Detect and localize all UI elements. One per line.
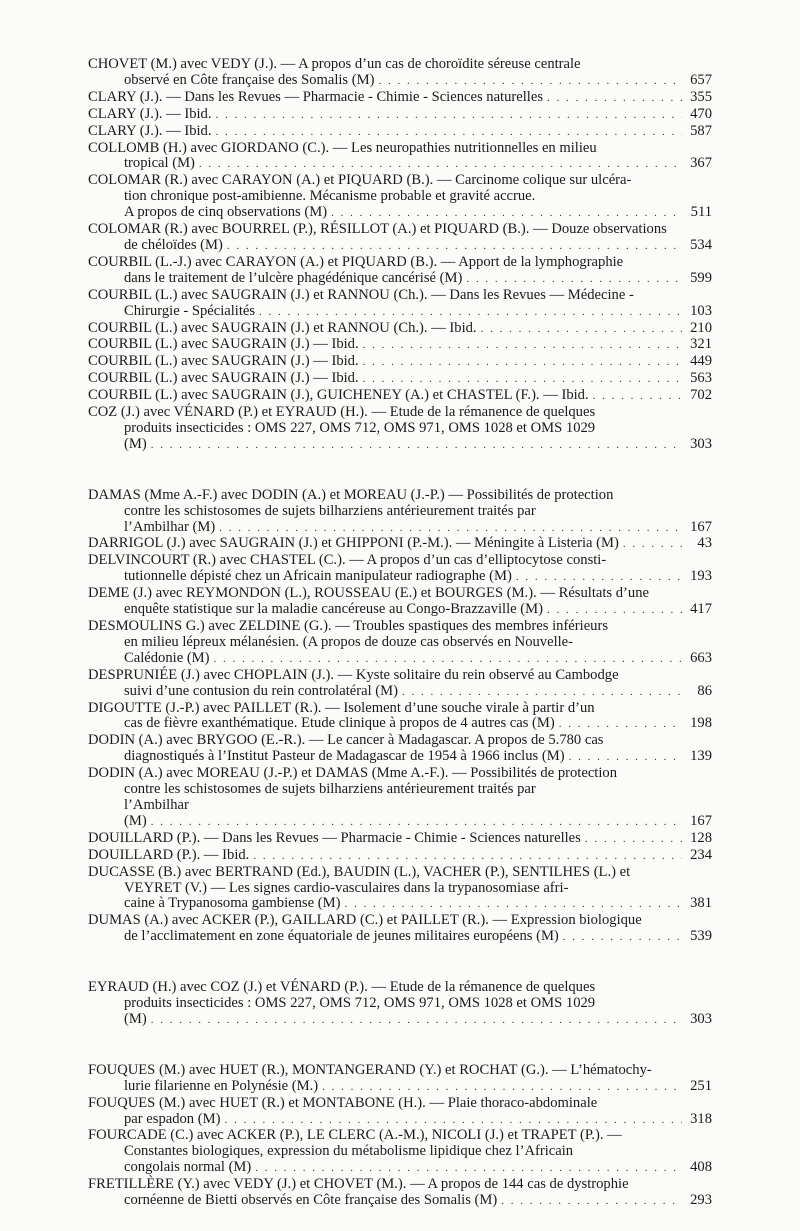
page-number: 599	[690, 269, 712, 286]
page-number: 193	[690, 568, 712, 585]
page-number: 293	[690, 1192, 712, 1209]
leader-dots	[593, 389, 682, 405]
index-entry	[88, 701, 712, 734]
index-entry	[88, 865, 712, 914]
section-gap	[88, 1029, 712, 1063]
entry-tail: congolais normal (M)	[124, 1159, 252, 1176]
entry-tail: enquête statistique sur la maladie cancéreuse au Congo-Brazzaville (M)	[124, 601, 543, 618]
entry-line: DUMAS (A.) avec ACKER (P.), GAILLARD (C.) et PAILLET (R.). — Expression biologique	[88, 912, 642, 929]
page-number: 198	[690, 715, 712, 732]
index-entry	[88, 222, 712, 255]
leader-dots	[466, 272, 682, 288]
entry-tail: tropical (M)	[124, 155, 195, 172]
page-number: 318	[690, 1110, 712, 1127]
entry-line: FOUQUES (M.) avec HUET (R.) et MONTABONE (H.). — Plaie thoraco-abdominale	[88, 1094, 598, 1111]
entry-text: CLARY (J.). — Dans les Revues — Pharmacie - Chimie - Sciences naturelles	[88, 88, 544, 105]
entry-line: FOUQUES (M.) avec HUET (R.), MONTANGERAND (Y.) et ROCHAT (G.). — L’hématochy-	[88, 1061, 652, 1078]
entry-line: DESPRUNIÉE (J.) avec CHOPLAIN (J.). — Kyste solitaire du rein observé au Cambodge	[88, 666, 619, 683]
entry-line: COLLOMB (H.) avec GIORDANO (C.). — Les neuropathies nutritionnelles en milieu	[88, 139, 597, 156]
entry-tail: suivi d’une contusion du rein controlatéral (M)	[124, 682, 398, 699]
index-entry	[88, 1177, 712, 1210]
index-entry	[88, 668, 712, 701]
page-number: 128	[690, 829, 712, 846]
letter-section	[88, 488, 712, 946]
leader-dots	[501, 1194, 682, 1210]
entry-line: DODIN (A.) avec BRYGOO (E.-R.). — Le cancer à Madagascar. A propos de 5.780 cas	[88, 732, 604, 749]
index-entry	[88, 553, 712, 586]
leader-dots	[255, 1161, 682, 1177]
entry-line: contre les schistosomes de sujets bilharziens antérieurement traités par	[124, 502, 536, 519]
entry-tail: cornéenne de Bietti observés en Côte française des Somalis (M)	[124, 1192, 498, 1209]
entry-line: DESMOULINS G.) avec ZELDINE (G.). — Troubles spastiques des membres inférieurs	[88, 618, 609, 634]
leader-dots	[363, 338, 682, 354]
index-entry	[88, 848, 712, 865]
section-gap	[88, 454, 712, 488]
leader-dots	[363, 372, 682, 388]
page-number: 539	[690, 928, 712, 945]
leader-dots	[259, 305, 682, 321]
page-number: 43	[697, 535, 712, 552]
index-entry	[88, 980, 712, 1029]
index-entry	[88, 107, 712, 124]
index-entry	[88, 733, 712, 766]
entry-line: FOURCADE (C.) avec ACKER (P.), LE CLERC (A.-M.), NICOLI (J.) et TRAPET (P.). —	[88, 1127, 622, 1144]
leader-dots	[481, 322, 682, 338]
leader-dots	[623, 537, 682, 553]
entry-tail: de chéloïdes (M)	[124, 236, 223, 253]
entry-line: VEYRET (V.) — Les signes cardio-vasculaires dans la trypanosomiase afri-	[124, 879, 569, 896]
index-entry	[88, 337, 712, 354]
entry-tail: Calédonie (M)	[124, 649, 210, 666]
index-entry	[88, 766, 712, 831]
page-number: 251	[690, 1077, 712, 1094]
entry-tail: dans le traitement de l’ulcère phagédénique cancérisé (M)	[124, 269, 463, 286]
entry-tail: par espadon (M)	[124, 1110, 221, 1127]
index-entry	[88, 405, 712, 454]
entry-line: DODIN (A.) avec MOREAU (J.-P.) et DAMAS (Mme A.-F.). — Possibilités de protection	[88, 765, 618, 782]
entry-line: en milieu lépreux mélanésien. (A propos de douze cas observés en Nouvelle-	[124, 633, 574, 650]
page-number: 470	[690, 105, 712, 122]
entry-line: tion chronique post-amibienne. Mécanisme probable et gravité accrue.	[124, 188, 536, 205]
leader-dots	[585, 832, 682, 848]
index-entry	[88, 57, 712, 90]
leader-dots	[151, 1013, 682, 1029]
entry-line: produits insecticides : OMS 227, OMS 712, OMS 971, OMS 1028 et OMS 1029	[124, 995, 596, 1012]
letter-section	[88, 980, 712, 1029]
index-entry	[88, 321, 712, 338]
page-number: 103	[690, 302, 712, 319]
leader-dots	[569, 750, 682, 766]
entry-line: Constantes biologiques, expression du métabolisme lipidique chez l’Africain	[124, 1143, 574, 1160]
index-entry	[88, 488, 712, 537]
entry-tail: lurie filarienne en Polynésie (M.)	[124, 1077, 319, 1094]
page-number: 702	[690, 387, 712, 404]
page-number: 303	[690, 435, 712, 452]
leader-dots	[224, 1113, 682, 1129]
entry-line: DIGOUTTE (J.-P.) avec PAILLET (R.). — Isolement d’une souche virale à partir d’un	[88, 699, 595, 716]
page-number: 234	[690, 846, 712, 863]
page-number: 86	[697, 682, 712, 699]
entry-text: DARRIGOL (J.) avec SAUGRAIN (J.) et GHIPPONI (P.-M.). — Méningite à Listeria (M)	[88, 535, 619, 552]
entry-tail: (M)	[124, 435, 147, 452]
leader-dots	[402, 685, 682, 701]
entry-line: CHOVET (M.) avec VEDY (J.). — A propos d’un cas de choroïdite séreuse centrale	[88, 56, 581, 72]
entry-tail: (M)	[124, 812, 147, 829]
entry-text: COURBIL (L.) avec SAUGRAIN (J.) — Ibid.	[88, 370, 359, 387]
entry-tail: cas de fièvre exanthématique. Etude clinique à propos de 4 autres cas (M)	[124, 715, 555, 732]
entry-tail: caine à Trypanosoma gambiense (M)	[124, 895, 341, 912]
entry-text: COURBIL (L.) avec SAUGRAIN (J.), GUICHENEY (A.) et CHASTEL (F.). — Ibid.	[88, 387, 589, 404]
entry-text: DOUILLARD (P.). — Ibid.	[88, 846, 250, 863]
entry-text: COURBIL (L.) avec SAUGRAIN (J.) — Ibid.	[88, 353, 359, 370]
entry-line: contre les schistosomes de sujets bilharziens antérieurement traités par	[124, 781, 536, 798]
index-entry	[88, 536, 712, 553]
index-entry	[88, 831, 712, 848]
page-number: 167	[690, 518, 712, 535]
leader-dots	[559, 717, 682, 733]
page-number: 210	[690, 319, 712, 336]
entry-line: FRETILLÈRE (Y.) avec VEDY (J.) et CHOVET (M.). — A propos de 144 cas de dystrophie	[88, 1176, 629, 1193]
index-entry	[88, 1096, 712, 1129]
leader-dots	[253, 849, 682, 865]
page-number: 417	[690, 601, 712, 618]
index-entry	[88, 1128, 712, 1177]
entry-line: produits insecticides : OMS 227, OMS 712, OMS 971, OMS 1028 et OMS 1029	[124, 419, 596, 436]
leader-dots	[216, 108, 682, 124]
entry-line: COURBIL (L.) avec SAUGRAIN (J.) et RANNOU (Ch.). — Dans les Revues — Médecine -	[88, 286, 634, 303]
entry-text: COURBIL (L.) avec SAUGRAIN (J.) et RANNOU (Ch.). — Ibid.	[88, 319, 477, 336]
leader-dots	[151, 815, 682, 831]
leader-dots	[199, 157, 682, 173]
leader-dots	[214, 652, 682, 668]
entry-tail: observé en Côte française des Somalis (M)	[124, 71, 375, 88]
page-number: 139	[690, 748, 712, 765]
entry-text: COURBIL (L.) avec SAUGRAIN (J.) — Ibid.	[88, 336, 359, 353]
entry-line: DELVINCOURT (R.) avec CHASTEL (C.). — A propos d’un cas d’elliptocytose consti-	[88, 552, 607, 569]
section-gap	[88, 946, 712, 980]
entry-line: COLOMAR (R.) avec CARAYON (A.) et PIQUARD (B.). — Carcinome colique sur ulcéra-	[88, 172, 632, 189]
index-page	[88, 57, 712, 1210]
entry-tail: diagnostiqués à l’Institut Pasteur de Madagascar de 1954 à 1966 inclus (M)	[124, 748, 565, 765]
index-entry	[88, 288, 712, 321]
letter-section	[88, 57, 712, 454]
entry-line: COURBIL (L.-J.) avec CARAYON (A.) et PIQUARD (B.). — Apport de la lymphographie	[88, 253, 624, 270]
index-entry	[88, 388, 712, 405]
index-entry	[88, 141, 712, 174]
page-number: 657	[690, 71, 712, 88]
page-number: 408	[690, 1159, 712, 1176]
leader-dots	[151, 438, 682, 454]
page-number: 321	[690, 336, 712, 353]
page-number: 355	[690, 88, 712, 105]
index-entry	[88, 90, 712, 107]
entry-text: CLARY (J.). — Ibid.	[88, 122, 212, 139]
entry-line: DAMAS (Mme A.-F.) avec DODIN (A.) et MOREAU (J.-P.) — Possibilités de protection	[88, 486, 614, 503]
leader-dots	[378, 74, 682, 90]
leader-dots	[547, 91, 682, 107]
entry-tail: l’Ambilhar (M)	[124, 518, 216, 535]
entry-tail: A propos de cinq observations (M)	[124, 204, 328, 221]
entry-line: COZ (J.) avec VÉNARD (P.) et EYRAUD (H.). — Etude de la rémanence de quelques	[88, 404, 596, 421]
leader-dots	[219, 521, 682, 537]
leader-dots	[216, 125, 682, 141]
leader-dots	[322, 1080, 682, 1096]
page-number: 167	[690, 812, 712, 829]
index-entry	[88, 586, 712, 619]
entry-tail: Chirurgie - Spécialités	[124, 302, 256, 319]
leader-dots	[344, 897, 682, 913]
page-number: 303	[690, 1010, 712, 1027]
entry-tail: tutionnelle dépisté chez un Africain manipulateur radiographe (M)	[124, 568, 512, 585]
entry-text: DOUILLARD (P.). — Dans les Revues — Pharmacie - Chimie - Sciences naturelles	[88, 829, 581, 846]
leader-dots	[331, 206, 682, 222]
letter-section	[88, 1063, 712, 1210]
leader-dots	[363, 355, 682, 371]
index-entry	[88, 1063, 712, 1096]
entry-line: l’Ambilhar	[124, 796, 189, 813]
page-number: 449	[690, 353, 712, 370]
index-entry	[88, 354, 712, 371]
page-number: 563	[690, 370, 712, 387]
leader-dots	[227, 239, 682, 255]
page-number: 663	[690, 649, 712, 666]
index-entry	[88, 913, 712, 946]
page-number: 381	[690, 895, 712, 912]
index-entry	[88, 255, 712, 288]
entry-line: COLOMAR (R.) avec BOURREL (P.), RÉSILLOT (A.) et PIQUARD (B.). — Douze observations	[88, 221, 667, 238]
page-number: 587	[690, 122, 712, 139]
leader-dots	[563, 930, 682, 946]
entry-tail: (M)	[124, 1010, 147, 1027]
page-number: 534	[690, 236, 712, 253]
leader-dots	[516, 570, 682, 586]
index-entry	[88, 173, 712, 222]
entry-text: CLARY (J.). — Ibid.	[88, 105, 212, 122]
leader-dots	[547, 603, 682, 619]
index-entry	[88, 124, 712, 141]
entry-line: EYRAUD (H.) avec COZ (J.) et VÉNARD (P.). — Etude de la rémanence de quelques	[88, 979, 596, 996]
index-entry	[88, 619, 712, 668]
entry-tail: de l’acclimatement en zone équatoriale de jeunes militaires européens (M)	[124, 928, 559, 945]
page-number: 367	[690, 155, 712, 172]
page-number: 511	[690, 204, 712, 221]
index-entry	[88, 371, 712, 388]
entry-line: DEME (J.) avec REYMONDON (L.), ROUSSEAU (E.) et BOURGES (M.). — Résultats d’une	[88, 585, 649, 602]
entry-line: DUCASSE (B.) avec BERTRAND (Ed.), BAUDIN (L.), VACHER (P.), SENTILHES (L.) et	[88, 863, 631, 880]
